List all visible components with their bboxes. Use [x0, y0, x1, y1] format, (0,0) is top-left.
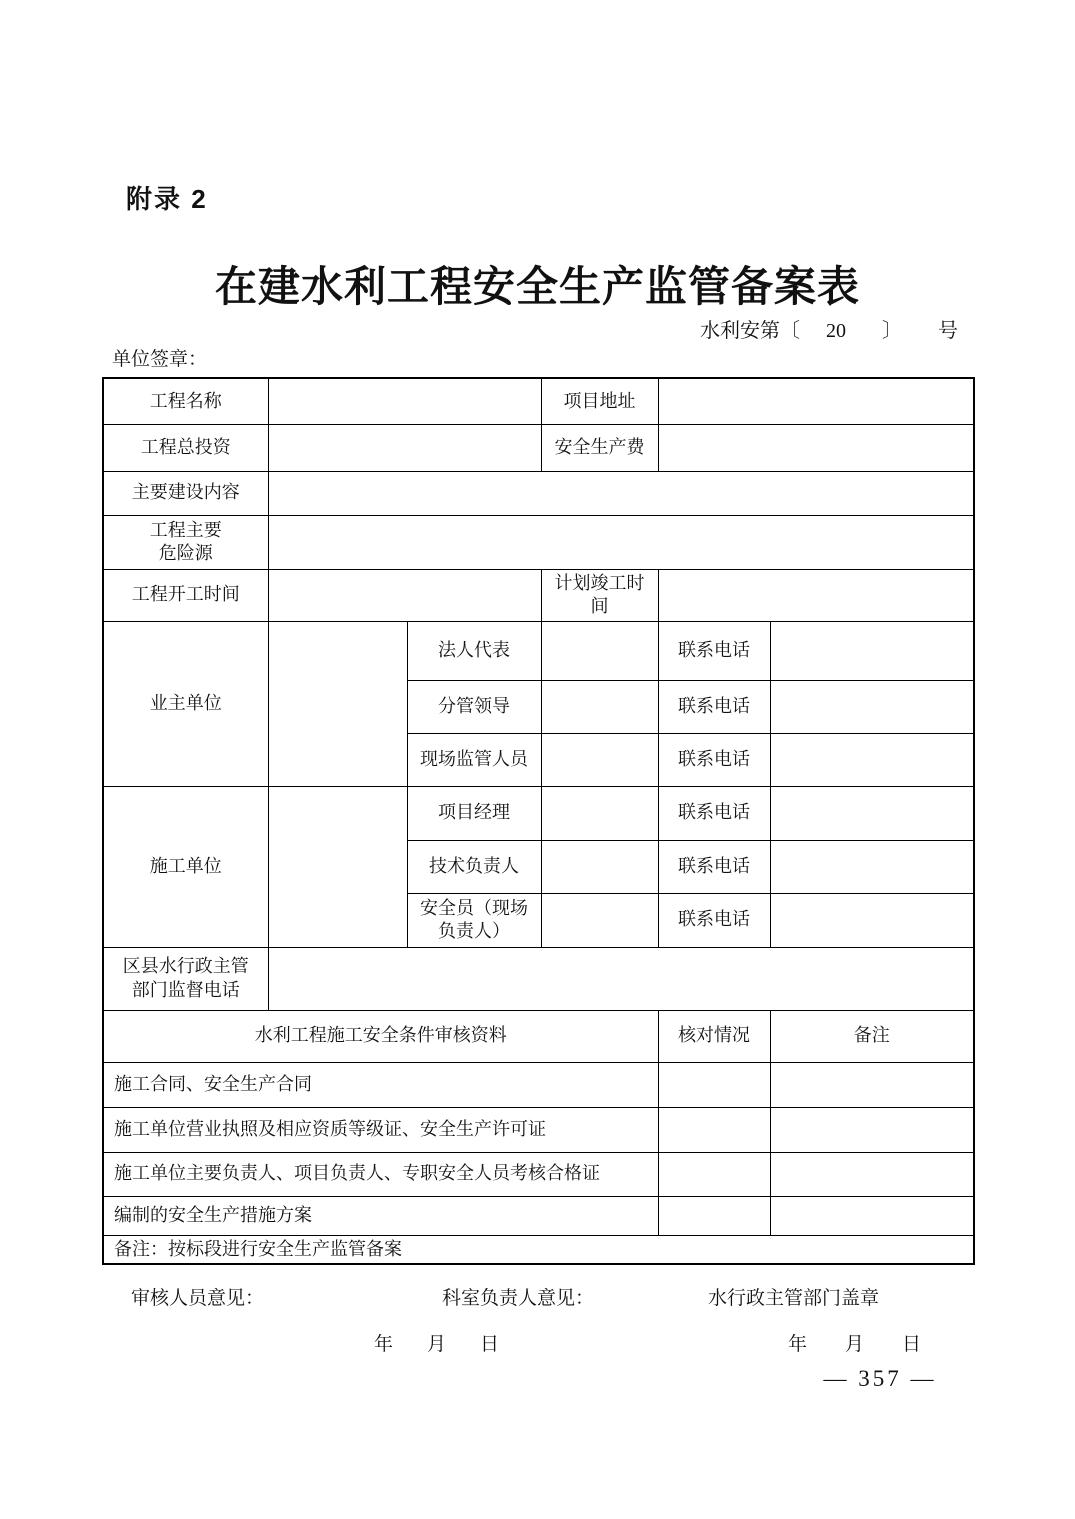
builder-safety-officer-label-text: 安全员（现场负责人）: [420, 897, 528, 941]
contact-phone-label: 联系电话: [658, 893, 770, 947]
day-label: 日: [480, 1334, 500, 1355]
check-status-column-header: 核对情况: [658, 1010, 770, 1062]
review-item-remark-cell: [770, 1152, 974, 1196]
page-number: — 357 —: [823, 1366, 937, 1391]
review-item-remark-cell: [770, 1062, 974, 1107]
contact-phone-label: 联系电话: [658, 621, 770, 680]
review-item-check-cell: [658, 1107, 770, 1152]
planned-completion-value-cell: [658, 569, 974, 621]
month-label: 月: [427, 1334, 447, 1355]
safety-fee-value-cell: [658, 424, 974, 471]
form-title: 在建水利工程安全生产监管备案表: [214, 265, 860, 311]
builder-project-manager-label: 项目经理: [407, 786, 541, 840]
review-item-label: 施工单位主要负责人、项目负责人、专职安全人员考核合格证: [103, 1152, 658, 1196]
review-item-remark-cell: [770, 1196, 974, 1235]
contact-phone-label: 联系电话: [658, 786, 770, 840]
main-construction-label: 主要建设内容: [103, 471, 268, 515]
review-item-label: 施工合同、安全生产合同: [103, 1062, 658, 1107]
docno-suffix: 号: [938, 320, 958, 342]
unit-seal-label: 单位签章：: [112, 349, 208, 370]
owner-site-supervisor-label: 现场监管人员: [407, 733, 541, 786]
review-item-check-cell: [658, 1062, 770, 1107]
main-hazards-value-cell: [268, 515, 974, 569]
start-time-value-cell: [268, 569, 541, 621]
authority-seal-label: 水行政主管部门盖章: [708, 1288, 880, 1309]
project-address-value-cell: [658, 378, 974, 424]
review-item-remark-cell: [770, 1107, 974, 1152]
main-construction-value-cell: [268, 471, 974, 515]
date-line-left: [374, 1329, 499, 1356]
builder-tech-director-label: 技术负责人: [407, 840, 541, 893]
total-investment-label: 工程总投资: [103, 424, 268, 471]
docno-year: 20: [826, 320, 846, 342]
start-time-label: 工程开工时间: [103, 569, 268, 621]
review-item-label: 施工单位营业执照及相应资质等级证、安全生产许可证: [103, 1107, 658, 1152]
month-label: 月: [845, 1334, 865, 1355]
reviewer-opinion-label: 审核人员意见：: [131, 1288, 265, 1309]
section-chief-opinion-label: 科室负责人意见：: [442, 1288, 595, 1309]
owner-leader-phone-cell: [770, 680, 974, 733]
builder-project-manager-phone-cell: [770, 786, 974, 840]
project-name-label: 工程名称: [103, 378, 268, 424]
project-address-label: 项目地址: [541, 378, 658, 424]
main-hazards-label: [103, 515, 268, 569]
date-line-right: [788, 1329, 921, 1356]
safety-fee-label: 安全生产费: [541, 424, 658, 471]
main-hazards-label-text: 工程主要危险源: [149, 519, 222, 563]
review-item-label: 编制的安全生产措施方案: [103, 1196, 658, 1235]
project-name-value-cell: [268, 378, 541, 424]
owner-unit-name-cell: [268, 621, 407, 786]
owner-legal-rep-value-cell: [541, 621, 658, 680]
county-supervision-phone-label-text: 区县水行政主管部门监督电话: [122, 956, 249, 1000]
owner-site-supervisor-value-cell: [541, 733, 658, 786]
builder-tech-director-value-cell: [541, 840, 658, 893]
builder-unit-name-cell: [268, 786, 407, 947]
review-item-check-cell: [658, 1152, 770, 1196]
contact-phone-label: 联系电话: [658, 680, 770, 733]
contact-phone-label: 联系电话: [658, 840, 770, 893]
docno-prefix: 水利安第〔: [700, 320, 800, 342]
review-materials-header: 水利工程施工安全条件审核资料: [103, 1010, 658, 1062]
registration-form-table: [102, 377, 975, 1265]
builder-unit-label: 施工单位: [103, 786, 268, 947]
builder-tech-director-phone-cell: [770, 840, 974, 893]
owner-legal-rep-phone-cell: [770, 621, 974, 680]
remark-column-header: 备注: [770, 1010, 974, 1062]
planned-completion-label-text: 计划竣工时间: [554, 572, 645, 616]
planned-completion-label: [541, 569, 658, 621]
contact-phone-label: 联系电话: [658, 733, 770, 786]
owner-leader-label: 分管领导: [407, 680, 541, 733]
county-supervision-phone-label: [103, 947, 268, 1010]
year-label: 年: [374, 1334, 394, 1355]
owner-unit-label: 业主单位: [103, 621, 268, 786]
appendix-heading: 附录 2: [126, 184, 208, 214]
builder-project-manager-value-cell: [541, 786, 658, 840]
builder-safety-officer-label: [407, 893, 541, 947]
county-supervision-phone-value-cell: [268, 947, 974, 1010]
builder-safety-officer-phone-cell: [770, 893, 974, 947]
owner-legal-rep-label: 法人代表: [407, 621, 541, 680]
total-investment-value-cell: [268, 424, 541, 471]
review-item-check-cell: [658, 1196, 770, 1235]
day-label: 日: [902, 1334, 922, 1355]
docno-close-bracket: 〕: [882, 320, 902, 342]
document-number-line: [700, 314, 958, 343]
owner-leader-value-cell: [541, 680, 658, 733]
year-label: 年: [788, 1334, 808, 1355]
owner-site-supervisor-phone-cell: [770, 733, 974, 786]
remark-row: 备注：按标段进行安全生产监管备案: [103, 1235, 974, 1264]
builder-safety-officer-value-cell: [541, 893, 658, 947]
